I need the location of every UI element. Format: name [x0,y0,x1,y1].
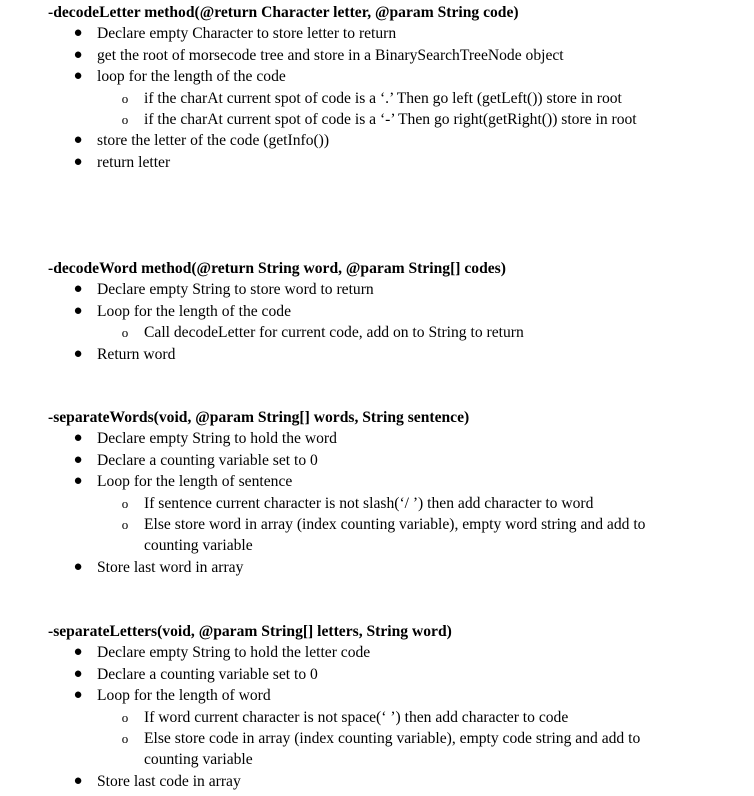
section-heading: -separateLetters(void, @param String[] letters, String word) [48,623,452,640]
bullet-dot-icon: ● [73,451,83,468]
bullet-dot-icon: ● [73,132,83,149]
list-item-text: Declare a counting variable set to 0 [97,451,318,469]
list-item-text: Declare empty String to store word to return [97,281,374,299]
list-item [48,152,738,173]
sub-list-item [96,728,664,771]
bullet-list [48,428,738,578]
list-item-text: Declare a counting variable set to 0 [97,665,318,683]
sub-list-item-text: if the charAt current spot of code is a ‘-’ Then go right(getRight()) store in root [144,111,637,129]
list-item-text: Declare empty String to hold the word [97,430,337,448]
list-item [48,344,738,365]
bullet-list [48,23,738,173]
bullet-list [48,642,738,792]
bullet-dot-icon: ● [73,153,83,170]
list-item [48,450,738,471]
section-separate-letters [48,621,738,792]
sub-list-item-text: Call decodeLetter for current code, add on to String to return [144,324,524,342]
sub-list-item [96,493,738,514]
bullet-dot-icon: ● [73,558,83,575]
bullet-circle-icon: o [121,731,129,747]
sub-bullet-list [97,88,738,131]
bullet-circle-icon: o [121,517,129,533]
bullet-dot-icon: ● [73,665,83,682]
sub-list-item-text: If sentence current character is not slash(‘/ ’) then add character to word [144,494,594,512]
section-heading: -decodeLetter method(@return Character letter, @param String code) [48,4,519,21]
list-item-text: Store last word in array [97,558,244,576]
bullet-circle-icon: o [121,325,129,341]
sub-list-item [96,514,674,557]
bullet-dot-icon: ● [73,644,83,661]
list-item [48,685,738,771]
list-item-text: Return word [97,345,176,363]
list-item [48,664,738,685]
bullet-dot-icon: ● [73,345,83,362]
bullet-dot-icon: ● [73,302,83,319]
list-item-text: Declare empty String to hold the letter code [97,644,371,662]
sub-bullet-list [97,707,738,771]
list-item [48,471,738,557]
sub-list-item-text: If word current character is not space(‘ ’) then add character to code [144,708,569,726]
sub-list-item [96,707,738,728]
list-item [48,301,738,344]
list-item-text: Loop for the length of the code [97,302,291,320]
bullet-dot-icon: ● [73,772,83,789]
list-item [48,279,738,300]
bullet-list [48,279,738,365]
bullet-circle-icon: o [121,495,129,511]
list-item-text: Declare empty Character to store letter to return [97,25,397,43]
list-item [48,771,738,792]
list-item [48,642,738,663]
list-item [48,23,738,44]
list-item [48,428,738,449]
bullet-dot-icon: ● [73,281,83,298]
sub-list-item [96,322,738,343]
bullet-circle-icon: o [121,709,129,725]
list-item-text: return letter [97,153,171,171]
bullet-circle-icon: o [121,112,129,128]
sub-list-item [96,88,644,109]
list-item [48,66,738,130]
section-heading: -decodeWord method(@return String word, @param String[] codes) [48,260,506,277]
sub-list-item-text: Else store code in array (index counting variable), empty code string and add to counting variable [144,730,641,769]
bullet-dot-icon: ● [73,687,83,704]
bullet-circle-icon: o [121,90,129,106]
section-heading: -separateWords(void, @param String[] words, String sentence) [48,409,470,426]
list-item [48,130,738,151]
list-item [48,45,738,66]
list-item-text: get the root of morsecode tree and store in a BinarySearchTreeNode object [97,46,564,64]
sub-bullet-list [97,322,738,343]
section-decode-word [48,258,738,365]
bullet-dot-icon: ● [73,473,83,490]
list-item-text: loop for the length of the code [97,68,286,86]
section-decode-letter [48,2,738,173]
bullet-dot-icon: ● [73,68,83,85]
bullet-dot-icon: ● [73,46,83,63]
sub-bullet-list [97,493,738,557]
list-item-text: Loop for the length of sentence [97,473,293,491]
list-item-text: store the letter of the code (getInfo()) [97,132,330,150]
list-item-text: Store last code in array [97,772,241,790]
bullet-dot-icon: ● [73,25,83,42]
sub-list-item [96,109,664,130]
sub-list-item-text: if the charAt current spot of code is a ‘.’ Then go left (getLeft()) store in root [144,89,622,107]
section-separate-words [48,407,738,578]
bullet-dot-icon: ● [73,430,83,447]
list-item-text: Loop for the length of word [97,687,271,705]
sub-list-item-text: Else store word in array (index counting variable), empty word string and add to counting variable [144,516,646,555]
list-item [48,557,738,578]
